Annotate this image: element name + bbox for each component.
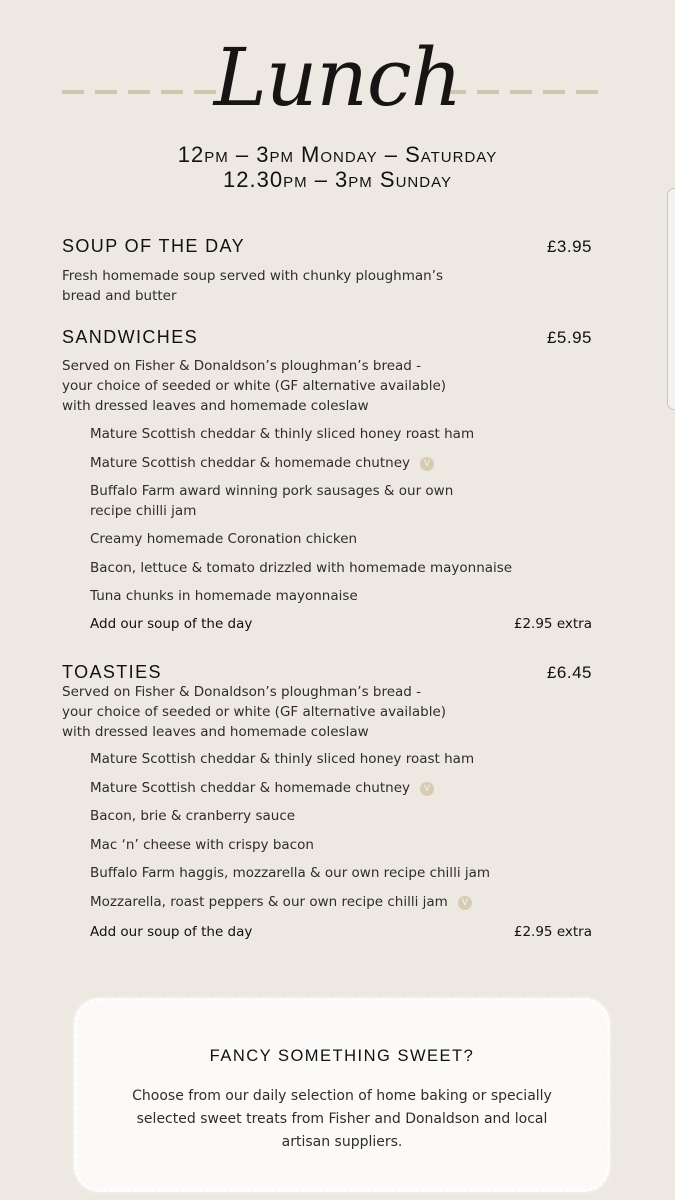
description-line: bread and butter: [62, 288, 177, 304]
section-price: £3.95: [546, 237, 592, 256]
list-item: Buffalo Farm haggis, mozzarella & our own recipe chilli jam: [90, 865, 491, 881]
page-title: Lunch: [213, 31, 462, 124]
extra-price: £2.95 extra: [513, 616, 592, 632]
extra-label: Add our soup of the day: [90, 924, 253, 940]
vegetarian-icon: V: [458, 896, 472, 910]
add-soup-extra: [90, 922, 592, 942]
scroll-indicator[interactable]: [667, 188, 675, 410]
description-line: your choice of seeded or white (GF alternative available): [62, 704, 447, 720]
toasties-section-heading: [62, 662, 592, 683]
list-item: Creamy homemade Coronation chicken: [90, 531, 358, 547]
sandwiches-description: [62, 356, 502, 416]
description-line: your choice of seeded or white (GF alternative available): [62, 378, 447, 394]
list-item: Mature Scottish cheddar & homemade chutney V: [90, 453, 592, 473]
list-item: Bacon, brie & cranberry sauce: [90, 808, 296, 824]
sandwiches-section-heading: [62, 327, 592, 348]
description-line: with dressed leaves and homemade coleslaw: [62, 398, 369, 414]
vegetarian-icon: V: [420, 457, 434, 471]
section-title: TOASTIES: [62, 662, 162, 682]
section-title: SOUP OF THE DAY: [62, 236, 246, 256]
description-line: with dressed leaves and homemade coleslaw: [62, 724, 369, 740]
hours-weekday: 12pm – 3pm Monday – Saturday: [177, 142, 498, 167]
vegetarian-icon: V: [420, 782, 434, 796]
sweet-treats-panel: [74, 998, 610, 1192]
toasties-description: [62, 682, 502, 742]
sweet-description: Choose from our daily selection of home baking or specially selected sweet treats from Fisher and Donaldson and local artisan suppliers.: [132, 1088, 552, 1150]
section-price: £5.95: [546, 328, 592, 347]
menu-header: [0, 0, 675, 200]
extra-label: Add our soup of the day: [90, 616, 253, 632]
description-line: Served on Fisher & Donaldson’s ploughman’s bread -: [62, 358, 422, 374]
list-item: Mature Scottish cheddar & thinly sliced honey roast ham: [90, 426, 475, 442]
section-title: SANDWICHES: [62, 327, 199, 347]
hours-sunday: 12.30pm – 3pm Sunday: [223, 167, 452, 192]
list-item: Mac ‘n’ cheese with crispy bacon: [90, 837, 314, 853]
list-item: Tuna chunks in homemade mayonnaise: [90, 588, 358, 604]
list-item: Bacon, lettuce & tomato drizzled with homemade mayonnaise: [90, 560, 513, 576]
soup-section-heading: [62, 236, 592, 257]
list-item: Mature Scottish cheddar & thinly sliced honey roast ham: [90, 751, 475, 767]
description-line: Fresh homemade soup served with chunky ploughman’s: [62, 268, 444, 284]
list-item: Mature Scottish cheddar & homemade chutney V: [90, 778, 592, 798]
extra-price: £2.95 extra: [513, 924, 592, 940]
description-line: Served on Fisher & Donaldson’s ploughman’s bread -: [62, 684, 422, 700]
list-item: Buffalo Farm award winning pork sausages & our own recipe chilli jam: [90, 483, 454, 519]
list-item: Mozzarella, roast peppers & our own recipe chilli jam V: [90, 892, 592, 912]
soup-description: [62, 266, 502, 306]
sweet-title: FANCY SOMETHING SWEET?: [209, 1047, 475, 1065]
add-soup-extra: [90, 614, 592, 634]
section-price: £6.45: [546, 663, 592, 682]
